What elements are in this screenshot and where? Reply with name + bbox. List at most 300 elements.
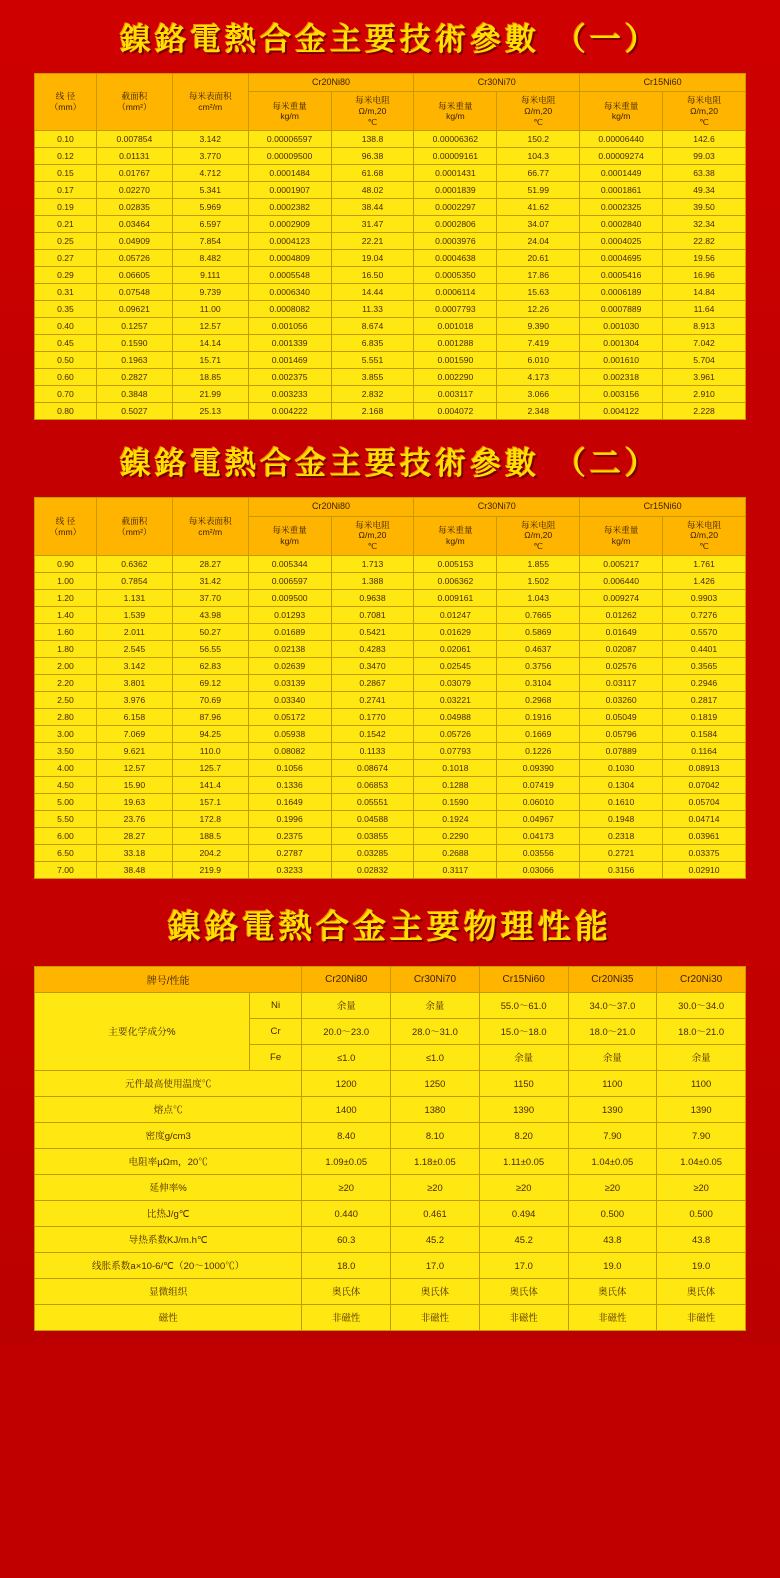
surface-label-line1: 每米表面积 (188, 515, 232, 526)
res-label-line2: Ω/m,20 (524, 530, 553, 541)
table-cell: 0.00009161 (414, 148, 497, 165)
table-cell: 0.27 (35, 250, 97, 267)
table-cell: 5.704 (663, 352, 746, 369)
table-cell: 33.18 (96, 844, 172, 861)
res-label-line3: ℃ (699, 541, 709, 552)
page-title-part2: 鎳鉻電熱合金主要技術參數 （二） (120, 446, 660, 483)
table-cell: 0.007854 (96, 131, 172, 148)
table-cell: 2.20 (35, 674, 97, 691)
table-cell: 3.066 (497, 386, 580, 403)
table-cell: 0.03961 (663, 827, 746, 844)
table-cell: 14.84 (663, 284, 746, 301)
table-row (35, 216, 746, 233)
table-cell: 19.04 (331, 250, 414, 267)
col-header-area (96, 498, 172, 555)
table-cell: 0.494 (479, 1200, 568, 1226)
table-cell: 0.45 (35, 335, 97, 352)
table-cell: 3.50 (35, 742, 97, 759)
table-cell: 1.60 (35, 623, 97, 640)
table-cell: 0.2290 (414, 827, 497, 844)
table-cell: 0.2721 (580, 844, 663, 861)
table-cell: 0.005153 (414, 555, 497, 572)
table-cell: 0.009161 (414, 589, 497, 606)
sub-header-resistance-3 (663, 92, 746, 131)
table-row (35, 572, 746, 589)
table-cell: 45.2 (479, 1226, 568, 1252)
table-cell: 2.168 (331, 403, 414, 420)
table-cell: 96.38 (331, 148, 414, 165)
table-cell: 0.01131 (96, 148, 172, 165)
wire-parameters-table-part1 (34, 73, 746, 420)
table-cell: 0.1030 (580, 759, 663, 776)
table-cell: 45.2 (391, 1226, 480, 1252)
table-cell: 0.004122 (580, 403, 663, 420)
table-row (35, 623, 746, 640)
table-cell: 2.00 (35, 657, 97, 674)
table-row (35, 318, 746, 335)
table-cell: 0.0007793 (414, 301, 497, 318)
table-cell: 3.142 (96, 657, 172, 674)
table-cell: 3.770 (172, 148, 248, 165)
table-cell: 15.63 (497, 284, 580, 301)
table-cell: 0.3470 (331, 657, 414, 674)
table-cell: 0.1226 (497, 742, 580, 759)
table-cell: 0.0001449 (580, 165, 663, 182)
table-cell: 5.341 (172, 182, 248, 199)
table-cell: 5.50 (35, 810, 97, 827)
table-row (35, 1304, 746, 1330)
surface-label-line2: cm²/m (198, 102, 223, 113)
table-cell: 3.961 (663, 369, 746, 386)
table-cell: 6.00 (35, 827, 97, 844)
table-cell: 9.111 (172, 267, 248, 284)
res-label-line2: Ω/m,20 (358, 530, 387, 541)
table-cell: 0.29 (35, 267, 97, 284)
table-cell: 0.003233 (248, 386, 331, 403)
table-cell: 0.2688 (414, 844, 497, 861)
table-cell: ≥20 (302, 1174, 391, 1200)
table-cell: 11.00 (172, 301, 248, 318)
table-cell: 99.03 (663, 148, 746, 165)
table-cell: 17.0 (479, 1252, 568, 1278)
table-cell: 15.71 (172, 352, 248, 369)
weight-label-line2: kg/m (446, 535, 465, 546)
table-cell: 1.40 (35, 606, 97, 623)
table-cell: 0.002290 (414, 369, 497, 386)
table-cell: 0.02835 (96, 199, 172, 216)
table-cell: 0.05172 (248, 708, 331, 725)
page-title-part1: 鎳鉻電熱合金主要技術參數 （一） (120, 22, 660, 58)
table-cell: 0.1584 (663, 725, 746, 742)
table-cell: 0.05938 (248, 725, 331, 742)
group-header-cr15ni60: Cr15Ni60 (580, 498, 746, 516)
res-label-line1: 每米电阻 (355, 95, 390, 106)
table-cell: 余量 (479, 1044, 568, 1070)
table-cell: 0.02087 (580, 640, 663, 657)
table-cell: 20.0～23.0 (302, 1018, 391, 1044)
table-cell: 0.500 (568, 1200, 657, 1226)
table-cell: 0.02270 (96, 182, 172, 199)
table-cell: 3.976 (96, 691, 172, 708)
property-label: 电阻率μΩm，20℃ (35, 1148, 302, 1174)
res-label-line1: 每米电阻 (521, 95, 556, 106)
table-row (35, 301, 746, 318)
table-cell: 非磁性 (391, 1304, 480, 1330)
table-cell: 0.440 (302, 1200, 391, 1226)
table-cell: 0.004222 (248, 403, 331, 420)
table-cell: 2.910 (663, 386, 746, 403)
property-label: 显微组织 (35, 1278, 302, 1304)
group-header-cr15ni60: Cr15Ni60 (580, 74, 746, 92)
table-cell: 1.388 (331, 572, 414, 589)
weight-label-line1: 每米重量 (438, 100, 473, 111)
table-cell: 0.001339 (248, 335, 331, 352)
table-cell: 0.0004809 (248, 250, 331, 267)
table-row (35, 844, 746, 861)
table-cell: 8.482 (172, 250, 248, 267)
table-cell: 0.0005416 (580, 267, 663, 284)
table-cell: 0.004072 (414, 403, 497, 420)
table-cell: 0.03285 (331, 844, 414, 861)
table-cell: 0.0006340 (248, 284, 331, 301)
table-cell: 3.00 (35, 725, 97, 742)
res-label-line1: 每米电阻 (686, 95, 722, 106)
wire-table-body-2 (35, 555, 746, 878)
chem-element-label: Cr (249, 1018, 302, 1044)
table-row (35, 386, 746, 403)
table-cell: 0.1916 (497, 708, 580, 725)
table-cell: 0.70 (35, 386, 97, 403)
table-cell: 0.4401 (663, 640, 746, 657)
table-cell: 142.6 (663, 131, 746, 148)
table-cell: 43.98 (172, 606, 248, 623)
table-cell: ≥20 (479, 1174, 568, 1200)
table-cell: 0.01262 (580, 606, 663, 623)
sub-header-weight-3 (580, 516, 663, 555)
table-cell: 0.01629 (414, 623, 497, 640)
diameter-label-line2: （mm） (49, 526, 82, 537)
table-cell: 0.03855 (331, 827, 414, 844)
table-cell: 0.07042 (663, 776, 746, 793)
table-row (35, 793, 746, 810)
weight-label-line2: kg/m (280, 535, 299, 546)
table-cell: 0.0004123 (248, 233, 331, 250)
table-cell: 0.001030 (580, 318, 663, 335)
table-cell: 38.48 (96, 861, 172, 878)
table-cell: 0.5027 (96, 403, 172, 420)
table-cell: 24.04 (497, 233, 580, 250)
phys-header-alloy: Cr15Ni60 (479, 966, 568, 992)
table-cell: 55.0～61.0 (479, 992, 568, 1018)
table-cell: 0.03260 (580, 691, 663, 708)
area-label-line2: （mm²） (117, 102, 152, 113)
table-cell: 0.06010 (497, 793, 580, 810)
col-header-diameter (35, 498, 97, 555)
table-cell: 0.002318 (580, 369, 663, 386)
table-cell: 1100 (568, 1070, 657, 1096)
table-cell: 余量 (391, 992, 480, 1018)
table-cell: 2.80 (35, 708, 97, 725)
table-row (35, 708, 746, 725)
table-cell: 4.00 (35, 759, 97, 776)
table-cell: 0.05551 (331, 793, 414, 810)
table-cell: 0.1336 (248, 776, 331, 793)
chem-group-label: 主要化学成分% (35, 992, 250, 1070)
res-label-line2: Ω/m,20 (690, 105, 718, 116)
table-cell: 0.1963 (96, 352, 172, 369)
table-cell: 0.001056 (248, 318, 331, 335)
table-cell: 6.597 (172, 216, 248, 233)
table-cell: 0.00009500 (248, 148, 331, 165)
surface-label-line2: cm²/m (198, 526, 223, 537)
table-cell: 0.3117 (414, 861, 497, 878)
table-cell: 41.62 (497, 199, 580, 216)
table-row (35, 267, 746, 284)
table-cell: 7.042 (663, 335, 746, 352)
table-cell: 0.005344 (248, 555, 331, 572)
table-cell: 5.00 (35, 793, 97, 810)
table-cell: 奥氏体 (302, 1278, 391, 1304)
table-cell: 18.85 (172, 369, 248, 386)
table-cell: 3.142 (172, 131, 248, 148)
table-row (35, 233, 746, 250)
table-cell: 0.00006597 (248, 131, 331, 148)
table-cell: ≥20 (657, 1174, 746, 1200)
table-cell: 0.0007889 (580, 301, 663, 318)
table-cell: 0.03556 (497, 844, 580, 861)
area-label-line2: （mm²） (117, 526, 152, 537)
diameter-label-line1: 线 径 (55, 515, 76, 526)
table-row (35, 742, 746, 759)
table-cell: 1.11±0.05 (479, 1148, 568, 1174)
table-cell: 0.3104 (497, 674, 580, 691)
table-cell: 1.426 (663, 572, 746, 589)
table-cell: 0.02910 (663, 861, 746, 878)
table-cell: 4.50 (35, 776, 97, 793)
table-cell: 奥氏体 (657, 1278, 746, 1304)
table-cell: 0.03464 (96, 216, 172, 233)
table-cell: ≥20 (568, 1174, 657, 1200)
res-label-line1: 每米电阻 (686, 519, 722, 530)
table-row (35, 1070, 746, 1096)
table-cell: 0.7854 (96, 572, 172, 589)
table-cell: 50.27 (172, 623, 248, 640)
table-cell: 0.1590 (96, 335, 172, 352)
table-cell: 138.8 (331, 131, 414, 148)
table-row (35, 1200, 746, 1226)
table-cell: 奥氏体 (391, 1278, 480, 1304)
table-cell: 0.001610 (580, 352, 663, 369)
table-cell: 0.07548 (96, 284, 172, 301)
table-cell: 0.1056 (248, 759, 331, 776)
table-cell: 8.20 (479, 1122, 568, 1148)
phys-header-alloy: Cr20Ni80 (302, 966, 391, 992)
table-cell: 非磁性 (657, 1304, 746, 1330)
table-cell: 0.3756 (497, 657, 580, 674)
table-cell: 7.069 (96, 725, 172, 742)
table-cell: 2.228 (663, 403, 746, 420)
table-cell: 16.50 (331, 267, 414, 284)
table-cell: ≥20 (391, 1174, 480, 1200)
sub-header-weight-2 (414, 92, 497, 131)
table-cell: 43.8 (568, 1226, 657, 1252)
table-cell: 8.913 (663, 318, 746, 335)
table-cell: 0.001590 (414, 352, 497, 369)
table-cell: 0.3848 (96, 386, 172, 403)
table-cell: ≤1.0 (391, 1044, 480, 1070)
phys-table-head (35, 966, 746, 992)
table-cell: 7.90 (657, 1122, 746, 1148)
table-cell: 0.60 (35, 369, 97, 386)
table-cell: 1.043 (497, 589, 580, 606)
weight-label-line1: 每米重量 (603, 100, 639, 111)
table-row (35, 369, 746, 386)
table-cell: 0.07419 (497, 776, 580, 793)
table-cell: 12.57 (172, 318, 248, 335)
table-row (35, 1148, 746, 1174)
table-cell: 0.1649 (248, 793, 331, 810)
table-cell: 17.86 (497, 267, 580, 284)
diameter-label-line1: 线 径 (55, 91, 76, 102)
table-cell: 7.854 (172, 233, 248, 250)
table-cell: 2.011 (96, 623, 172, 640)
table-cell: 15.90 (96, 776, 172, 793)
property-label: 比热J/g℃ (35, 1200, 302, 1226)
table-cell: 0.1164 (663, 742, 746, 759)
table-cell: 21.99 (172, 386, 248, 403)
table-row (35, 555, 746, 572)
table-cell: 1.00 (35, 572, 97, 589)
table-cell: 0.90 (35, 555, 97, 572)
table-cell: 余量 (568, 1044, 657, 1070)
table-cell: 0.01293 (248, 606, 331, 623)
table-cell: 0.03221 (414, 691, 497, 708)
table-cell: 87.96 (172, 708, 248, 725)
table-cell: 2.50 (35, 691, 97, 708)
table-row (35, 657, 746, 674)
table-cell: 0.4637 (497, 640, 580, 657)
table-cell: 0.2741 (331, 691, 414, 708)
property-label: 磁性 (35, 1304, 302, 1330)
property-label: 延伸率% (35, 1174, 302, 1200)
table-cell: 18.0～21.0 (568, 1018, 657, 1044)
table-cell: 14.14 (172, 335, 248, 352)
table-cell: 0.09390 (497, 759, 580, 776)
table-cell: 0.0001861 (580, 182, 663, 199)
table-cell: 0.03117 (580, 674, 663, 691)
table-cell: 110.0 (172, 742, 248, 759)
table-cell: 56.55 (172, 640, 248, 657)
table-cell: 150.2 (497, 131, 580, 148)
res-label-line2: Ω/m,20 (524, 105, 553, 116)
table-cell: 38.44 (331, 199, 414, 216)
table-cell: 0.1133 (331, 742, 414, 759)
phys-header-alloy: Cr30Ni70 (391, 966, 480, 992)
header-row-top-2 (35, 498, 746, 516)
table-row (35, 335, 746, 352)
table-cell: 7.90 (568, 1122, 657, 1148)
table-cell: 20.61 (497, 250, 580, 267)
table-cell: 0.04588 (331, 810, 414, 827)
table-cell: 9.739 (172, 284, 248, 301)
table-cell: 17.0 (391, 1252, 480, 1278)
table-cell: 0.06853 (331, 776, 414, 793)
table-cell: 0.500 (657, 1200, 746, 1226)
wire-table-head-2 (35, 498, 746, 555)
table-cell: 0.04173 (497, 827, 580, 844)
table-cell: 0.1770 (331, 708, 414, 725)
property-label: 线胀系数a×10-6/℃（20～1000℃） (35, 1252, 302, 1278)
table-cell: 0.005217 (580, 555, 663, 572)
table-row (35, 199, 746, 216)
table-cell: 11.64 (663, 301, 746, 318)
table-cell: 0.01247 (414, 606, 497, 623)
table-row (35, 691, 746, 708)
table-cell: 0.35 (35, 301, 97, 318)
table-cell: 0.7081 (331, 606, 414, 623)
table-cell: 8.10 (391, 1122, 480, 1148)
table-cell: 28.27 (172, 555, 248, 572)
sub-header-resistance-1 (331, 516, 414, 555)
surface-label-line1: 每米表面积 (188, 91, 232, 102)
res-label-line1: 每米电阻 (521, 519, 556, 530)
table-cell: 0.03079 (414, 674, 497, 691)
table-cell: 23.76 (96, 810, 172, 827)
table-cell: 0.1669 (497, 725, 580, 742)
table-cell: 0.01649 (580, 623, 663, 640)
table-cell: 0.0005350 (414, 267, 497, 284)
table-cell: 0.06605 (96, 267, 172, 284)
table-cell: 12.57 (96, 759, 172, 776)
table-cell: 11.33 (331, 301, 414, 318)
table-cell: 104.3 (497, 148, 580, 165)
table-cell: 0.0004695 (580, 250, 663, 267)
table-cell: 0.05704 (663, 793, 746, 810)
table-cell: 0.0005548 (248, 267, 331, 284)
table-cell: 0.1819 (663, 708, 746, 725)
table-cell: 0.001304 (580, 335, 663, 352)
col-header-surface (172, 74, 248, 131)
table-cell: 188.5 (172, 827, 248, 844)
area-label-line1: 截面积 (121, 91, 148, 102)
table-cell: 6.50 (35, 844, 97, 861)
table-row (35, 810, 746, 827)
table-cell: 0.50 (35, 352, 97, 369)
table-cell: 0.25 (35, 233, 97, 250)
table-cell: 0.01689 (248, 623, 331, 640)
table-cell: 0.2946 (663, 674, 746, 691)
table-cell: 0.03066 (497, 861, 580, 878)
table-cell: 51.99 (497, 182, 580, 199)
table-cell: 0.08674 (331, 759, 414, 776)
weight-label-line1: 每米重量 (603, 525, 639, 536)
table-cell: 1150 (479, 1070, 568, 1096)
res-label-line2: Ω/m,20 (358, 105, 387, 116)
table-cell: 3.801 (96, 674, 172, 691)
table-cell: 非磁性 (479, 1304, 568, 1330)
table-cell: 0.1288 (414, 776, 497, 793)
table-cell: 0.0002909 (248, 216, 331, 233)
table-cell: 34.07 (497, 216, 580, 233)
table-cell: 0.0001484 (248, 165, 331, 182)
table-cell: 0.2827 (96, 369, 172, 386)
table-cell: 0.05796 (580, 725, 663, 742)
table-cell: 0.08082 (248, 742, 331, 759)
table-cell: 22.82 (663, 233, 746, 250)
table-cell: 157.1 (172, 793, 248, 810)
diameter-label-line2: （mm） (49, 102, 82, 113)
table-cell: 0.006362 (414, 572, 497, 589)
